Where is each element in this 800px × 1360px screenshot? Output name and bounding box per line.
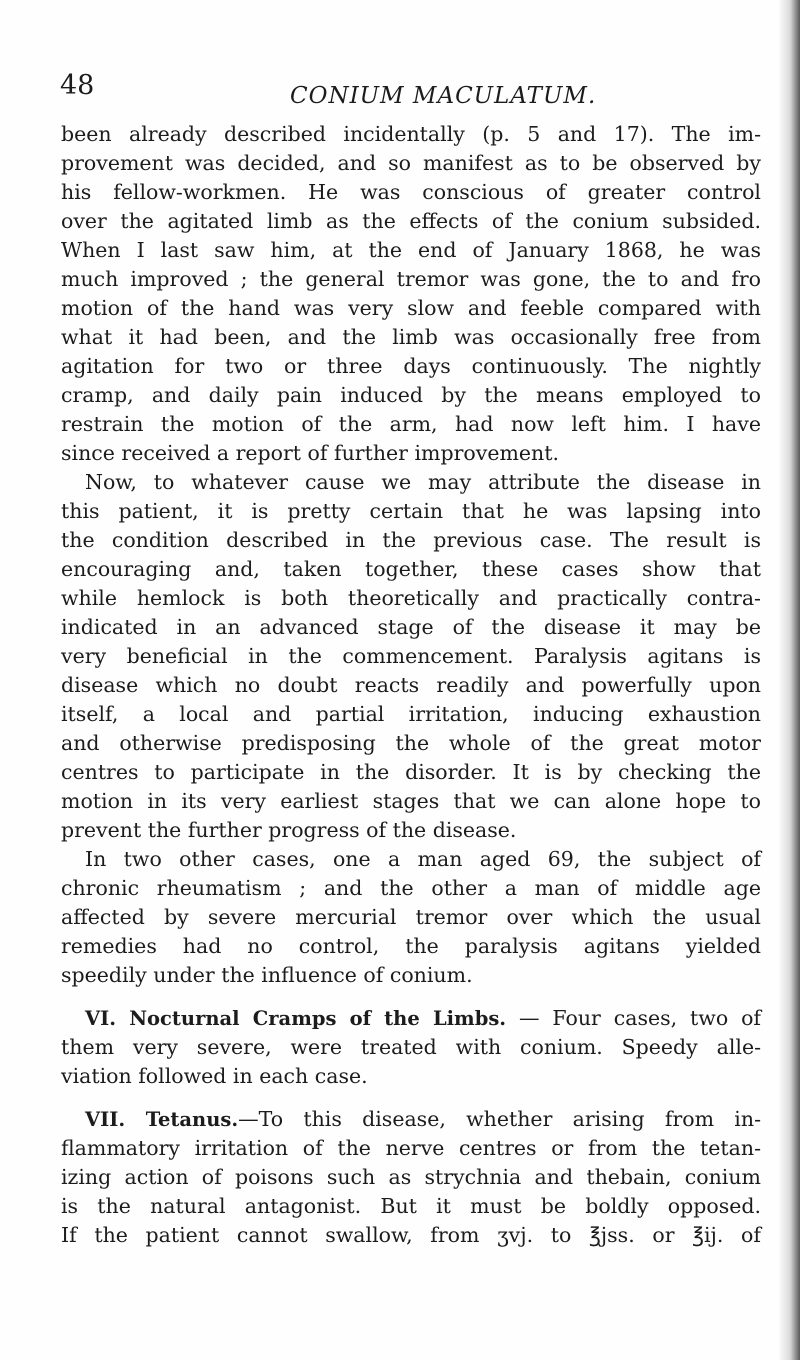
running-head: CONIUM MACULATUM.: [290, 83, 597, 109]
paragraph-2: [61, 468, 761, 845]
paragraph-1: [61, 120, 761, 468]
text-line: [61, 1105, 761, 1134]
text-line: centres to participate in the disorder. It is by checking the: [61, 760, 761, 784]
text-line: and otherwise predisposing the whole of the great motor: [61, 731, 761, 755]
text-line: since received a report of further improvement.: [61, 441, 559, 465]
text-line: motion of the hand was very slow and feeble compared with: [61, 296, 761, 320]
section-gap: [61, 1091, 761, 1105]
section-vii: [61, 1105, 761, 1250]
body-text: [61, 120, 761, 1250]
section-vii-heading: VII. Tetanus.: [85, 1108, 239, 1131]
page-number: 48: [60, 70, 95, 101]
section-vi-first-line: — Four cases, two of: [506, 1006, 762, 1030]
page-edge-shadow: [778, 0, 800, 1360]
text-line: speedily under the influence of conium.: [61, 963, 473, 987]
text-line: them very severe, were treated with conium. Speedy alle-: [61, 1035, 761, 1059]
section-vi-heading: VI. Nocturnal Cramps of the Limbs.: [85, 1007, 507, 1030]
text-line: the condition described in the previous case. The result is: [61, 528, 761, 552]
text-line: encouraging and, taken together, these cases show that: [61, 557, 761, 581]
text-line: much improved ; the general tremor was gone, the to and fro: [61, 267, 761, 291]
text-line: [61, 1004, 761, 1033]
section-vi: [61, 1004, 761, 1091]
text-line: disease which no doubt reacts readily and powerfully upon: [61, 673, 761, 697]
text-line: izing action of poisons such as strychnia and thebain, conium: [61, 1165, 761, 1189]
text-line: what it had been, and the limb was occasionally free from: [61, 325, 761, 349]
text-line: If the patient cannot swallow, from ʒvj. to ℥jss. or ℥ij. of: [61, 1223, 761, 1247]
text-line: very beneficial in the commencement. Paralysis agitans is: [61, 644, 761, 668]
section-vii-first-line: —To this disease, whether arising from in-: [238, 1107, 761, 1131]
text-line: while hemlock is both theoretically and practically contra-: [61, 586, 761, 610]
text-line: remedies had no control, the paralysis agitans yielded: [61, 934, 761, 958]
text-line: viation followed in each case.: [61, 1064, 368, 1088]
section-gap: [61, 990, 761, 1004]
text-line: affected by severe mercurial tremor over which the usual: [61, 905, 761, 929]
paragraph-3: [61, 845, 761, 990]
text-line: Now, to whatever cause we may attribute the disease in: [85, 470, 761, 494]
text-line: been already described incidentally (p. 5 and 17). The im-: [61, 122, 761, 146]
text-line: motion in its very earliest stages that we can alone hope to: [61, 789, 761, 813]
text-line: In two other cases, one a man aged 69, the subject of: [85, 847, 761, 871]
text-line: When I last saw him, at the end of January 1868, he was: [61, 238, 761, 262]
text-line: chronic rheumatism ; and the other a man of middle age: [61, 876, 761, 900]
text-line: agitation for two or three days continuously. The nightly: [61, 354, 761, 378]
text-line: is the natural antagonist. But it must be boldly opposed.: [61, 1194, 761, 1218]
text-line: restrain the motion of the arm, had now left him. I have: [61, 412, 761, 436]
text-line: his fellow-workmen. He was conscious of greater control: [61, 180, 761, 204]
text-line: prevent the further progress of the disease.: [61, 818, 517, 842]
text-line: this patient, it is pretty certain that he was lapsing into: [61, 499, 761, 523]
text-line: cramp, and daily pain induced by the means employed to: [61, 383, 761, 407]
text-line: indicated in an advanced stage of the disease it may be: [61, 615, 761, 639]
text-line: itself, a local and partial irritation, inducing exhaustion: [61, 702, 761, 726]
text-line: flammatory irritation of the nerve centres or from the tetan-: [61, 1136, 761, 1160]
text-line: provement was decided, and so manifest as to be observed by: [61, 151, 761, 175]
text-line: over the agitated limb as the effects of the conium subsided.: [61, 209, 761, 233]
